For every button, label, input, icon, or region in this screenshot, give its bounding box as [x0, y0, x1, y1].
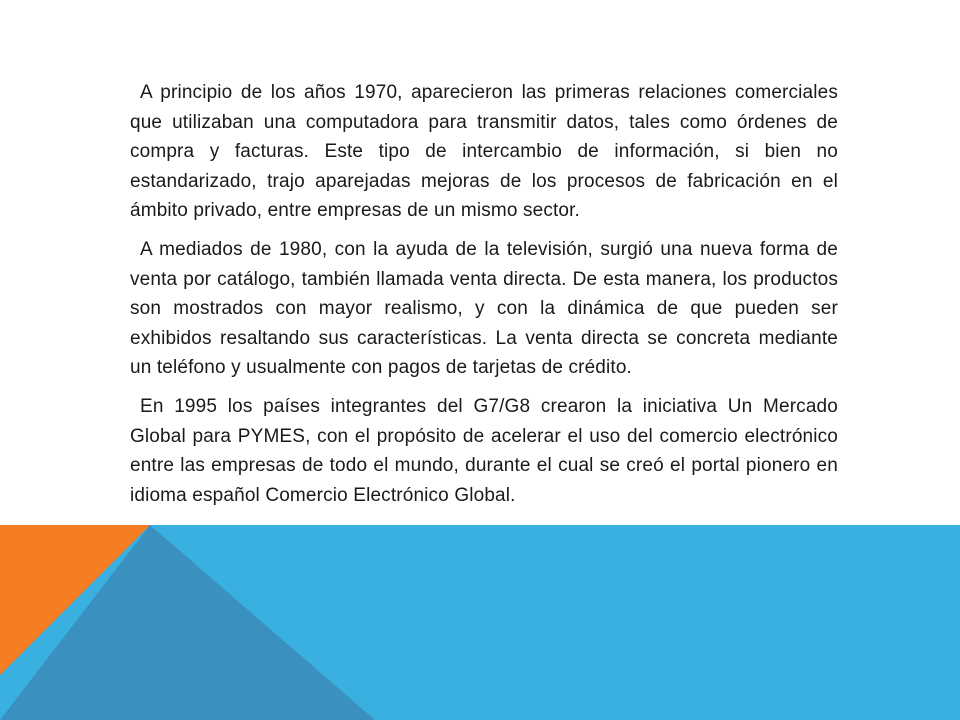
paragraph-1995: En 1995 los países integrantes del G7/G8 crearon la iniciativa Un Mercado Global para PYMES, con el propósito de acelerar el uso del comercio electrónico entre las empresas de todo el mundo, durante el cual se creó el portal pionero en idioma español Comercio Electrónico Global.	[130, 395, 838, 506]
paragraph-1980: A mediados de 1980, con la ayuda de la televisión, surgió una nueva forma de venta por catálogo, también llamada venta directa. De esta manera, los productos son mostrados con mayor realismo, y con la dinámica de que pueden ser exhibidos resaltando sus características. La venta directa se concreta mediante un teléfono y usualmente con pagos de tarjetas de crédito.	[130, 238, 838, 379]
body-text-frame	[130, 78, 838, 519]
paragraph-1970: A principio de los años 1970, aparecieron las primeras relaciones comerciales que utilizaban una computadora para transmitir datos, tales como órdenes de compra y facturas. Este tipo de intercambio de información, si bien no estandarizado, trajo aparejadas mejoras de los procesos de fabricación en el ámbito privado, entre empresas de un mismo sector.	[130, 82, 838, 222]
